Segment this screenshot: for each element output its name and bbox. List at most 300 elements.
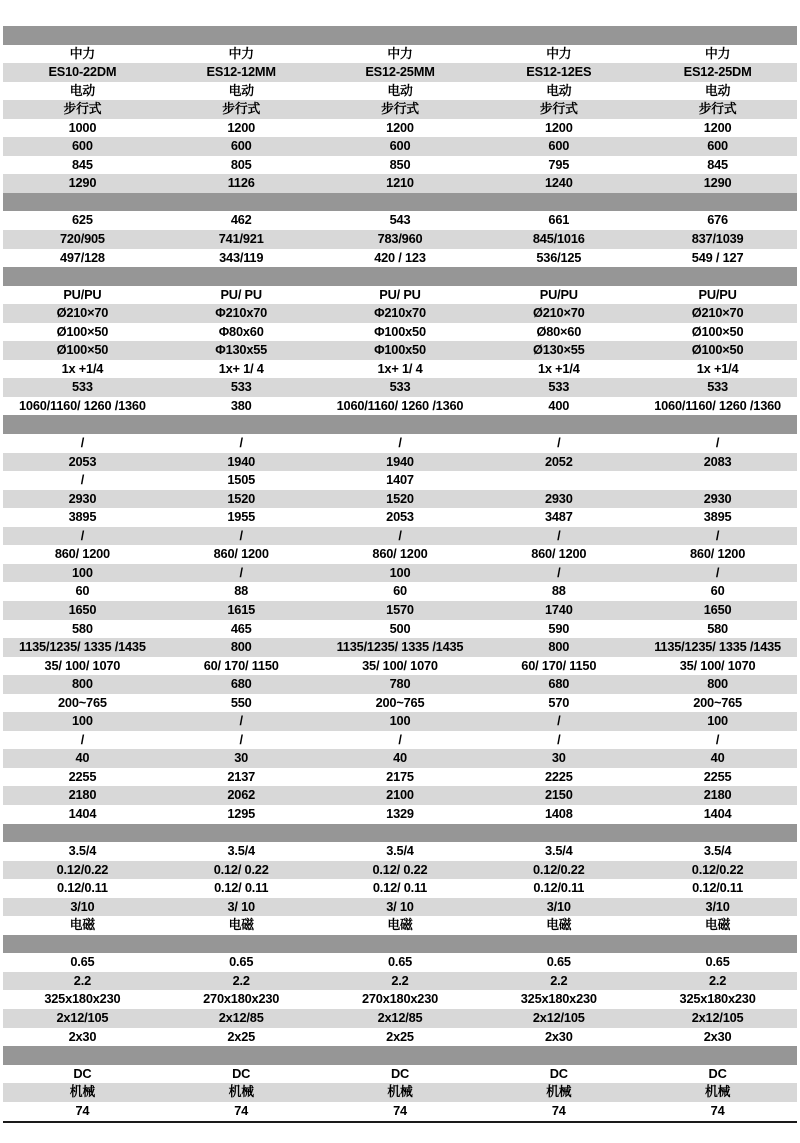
table-cell: 533 [389,379,411,395]
table-cell: / [398,435,402,451]
section-band [3,1046,797,1065]
table-cell: 680 [230,676,252,692]
table-cell: 机械 [69,1084,95,1100]
table-cell: 中力 [546,45,572,61]
table-cell: DC [390,1065,410,1081]
table-cell: 1126 [227,175,255,191]
table-cell: Ø210×70 [691,305,744,321]
table-cell: 74 [75,1102,90,1118]
table-row [3,953,797,972]
table-cell: 0.12/ 0.11 [214,880,269,896]
table-cell: 2x25 [227,1028,256,1044]
table-row [3,898,797,917]
table-cell: 2137 [227,768,256,784]
table-cell: 30 [551,750,566,766]
table-cell: 860/ 1200 [54,546,110,562]
table-cell: 40 [393,750,407,766]
table-cell: 780 [389,676,411,692]
table-cell: 中力 [387,45,413,61]
table-cell: 270x180x230 [361,991,439,1007]
table-cell: 60 [710,583,725,599]
table-cell: 0.12/0.11 [56,880,108,896]
table-cell: 2225 [544,768,573,784]
section-band [3,415,797,434]
table-cell: DC [232,1065,251,1081]
table-cell: 1407 [386,472,414,488]
table-cell: 3/10 [70,898,95,914]
table-row [3,620,797,639]
table-cell: 0.12/0.22 [56,861,109,877]
table-cell: 2x30 [703,1028,732,1044]
table-cell: DC [73,1065,92,1081]
table-cell: 机械 [387,1084,413,1100]
table-cell: 200~765 [58,694,107,710]
table-cell: 电动 [69,82,95,98]
table-row [3,638,797,657]
table-cell: DC [549,1065,568,1081]
table-cell: 1135/1235/ 1335 /1435 [19,639,146,655]
table-cell: 3.5/4 [703,843,732,859]
table-cell: 中力 [69,45,95,61]
table-cell: 100 [389,564,411,580]
table-cell: 533 [707,379,728,395]
table-row [3,861,797,880]
table-cell: 200~765 [693,694,742,710]
table-cell: / [80,472,85,488]
table-cell: 533 [548,379,570,395]
table-cell: / [557,435,561,451]
bottom-rule [3,1121,797,1123]
table-cell: 88 [551,583,566,599]
table-cell: 0.12/0.11 [692,880,744,896]
table-cell: 1200 [544,119,573,135]
table-row [3,749,797,768]
table-cell: 325x180x230 [679,991,756,1007]
table-row [3,1083,797,1102]
table-cell: 1650 [68,601,97,617]
table-cell: Ø100×50 [56,323,109,339]
table-cell: 2930 [68,490,97,506]
table-cell: 676 [707,212,728,228]
table-cell: / [557,564,561,580]
table-cell: Φ100x50 [374,323,426,339]
table-cell: / [557,713,561,729]
table-cell: 2180 [68,787,97,803]
table-cell: 电磁 [546,917,572,933]
table-cell: 795 [548,156,570,172]
table-cell: 30 [234,750,249,766]
table-cell: 中力 [228,45,254,61]
table-cell: 2150 [544,787,573,803]
table-cell: 机械 [228,1084,254,1100]
table-cell: 1x+ 1/ 4 [377,360,423,376]
section-band [3,193,797,212]
table-row [3,397,797,416]
table-cell: 1000 [68,119,97,135]
table-row [3,1028,797,1047]
table-cell: Ø210×70 [56,305,109,321]
table-cell: 2.2 [232,972,250,988]
table-cell: 720/905 [59,231,105,247]
table-row [3,100,797,119]
table-cell: 270x180x230 [203,991,280,1007]
table-row [3,156,797,175]
table-cell: 590 [548,620,570,636]
table-row [3,378,797,397]
table-row [3,341,797,360]
table-row [3,63,797,82]
table-cell: 3.5/4 [68,843,97,859]
table-cell: 60 [393,583,407,599]
table-row [3,323,797,342]
table-cell: PU/PU [698,286,737,302]
table-cell: 60/ 170/ 1150 [203,657,279,673]
table-cell: 电动 [228,82,254,98]
table-cell: 2930 [703,490,732,506]
table-cell: / [715,435,720,451]
table-cell: 步行式 [698,101,737,117]
table-cell: 1740 [544,601,573,617]
table-cell: 1404 [703,805,732,821]
table-row [3,527,797,546]
table-cell: 3.5/4 [227,843,255,859]
table-cell: 2x12/105 [56,1009,109,1025]
table-cell: 0.65 [705,954,730,970]
table-cell: 35/ 100/ 1070 [679,657,756,673]
table-cell: ES12-12ES [526,64,592,80]
table-cell: ES12-25DM [683,64,752,80]
table-cell: 100 [707,713,728,729]
table-row [3,1102,797,1121]
table-cell: 1520 [227,490,256,506]
table-cell: 1290 [68,175,97,191]
table-cell: PU/ PU [220,286,262,302]
table-cell: 2x12/85 [218,1009,264,1025]
table-cell: 2x12/105 [691,1009,744,1025]
table-cell: / [715,564,720,580]
table-cell: 2053 [386,509,414,525]
table-row [3,731,797,750]
table-cell: 837/1039 [691,231,744,247]
table-cell: 600 [707,138,728,154]
table-cell: 100 [72,564,93,580]
table-cell: Ø100×50 [691,342,744,358]
table-cell: 2.2 [391,972,409,988]
table-cell: 2255 [68,768,97,784]
section-band [3,26,797,45]
table-cell: 533 [72,379,93,395]
table-cell: / [239,527,243,543]
table-cell: 2180 [703,787,732,803]
table-cell: 0.12/0.11 [533,880,585,896]
table-row [3,249,797,268]
table-cell: 1200 [227,119,256,135]
table-cell: 2255 [703,768,732,784]
table-cell: 860/ 1200 [213,546,269,562]
table-row [3,471,797,490]
table-cell: / [557,731,561,747]
table-cell: 电动 [387,82,413,98]
table-cell: 600 [389,138,411,154]
table-cell: 100 [72,713,93,729]
table-cell: 0.65 [387,954,413,970]
table-cell: 543 [389,212,411,228]
table-cell: / [557,527,561,543]
table-row [3,657,797,676]
table-cell: 35/ 100/ 1070 [362,657,438,673]
table-cell: 800 [230,639,252,655]
table-cell: 533 [230,379,252,395]
table-cell: 1329 [386,805,414,821]
table-cell: Φ100x50 [374,342,426,358]
table-cell: 325x180x230 [520,991,597,1007]
table-cell: 1210 [386,175,414,191]
table-cell: 549 / 127 [691,249,744,265]
table-cell: 800 [707,676,728,692]
table-cell: 74 [551,1102,566,1118]
table-cell: 电磁 [387,917,413,933]
table-cell: 1200 [386,119,414,135]
table-cell: 3.5/4 [386,843,414,859]
table-cell: 步行式 [222,101,261,117]
table-cell: / [239,435,243,451]
table-row [3,119,797,138]
table-cell: 500 [389,620,411,636]
table-cell: 电磁 [69,917,95,933]
table-cell: 1955 [227,509,256,525]
table-cell: 1520 [386,490,414,506]
table-cell: / [239,731,243,747]
table-cell: 0.12/0.22 [691,861,744,877]
table-cell: 1615 [227,601,256,617]
table-cell: 1940 [227,453,256,469]
table-cell: 2x30 [68,1028,97,1044]
table-cell: 1060/1160/ 1260 /1360 [654,397,781,413]
table-cell: Φ210x70 [215,305,268,321]
table-cell: DC [708,1065,727,1081]
table-cell: 3895 [68,509,97,525]
section-band [3,935,797,954]
table-cell: 步行式 [539,101,578,117]
table-row [3,286,797,305]
table-cell: Ø100×50 [691,323,744,339]
table-row [3,786,797,805]
table-row [3,434,797,453]
table-cell: 2083 [703,453,732,469]
table-cell: 步行式 [381,101,419,117]
table-cell: 步行式 [63,101,102,117]
table-cell: 74 [234,1102,249,1118]
table-cell: 2930 [544,490,573,506]
table-cell: Ø100×50 [56,342,109,358]
table-cell: 0.65 [546,954,571,970]
table-cell: 661 [548,212,570,228]
table-row [3,545,797,564]
table-cell: / [398,731,402,747]
table-cell: 3/ 10 [386,898,414,914]
table-cell: 1135/1235/ 1335 /1435 [654,639,781,655]
table-cell: / [398,527,402,543]
table-cell: / [715,731,720,747]
table-cell: 3895 [703,509,732,525]
table-cell: 845 [72,156,93,172]
table-cell: 1505 [227,472,256,488]
table-cell: 0.65 [229,954,254,970]
table-cell: 325x180x230 [44,991,121,1007]
table-cell: 550 [230,694,252,710]
table-row [3,1009,797,1028]
table-cell: / [239,564,243,580]
table-row [3,304,797,323]
table-cell: 0.12/ 0.11 [372,880,428,896]
table-row [3,712,797,731]
table-cell: Ø80×60 [536,323,582,339]
table-cell: 2x30 [544,1028,573,1044]
table-row [3,879,797,898]
table-cell: 2062 [227,787,256,803]
table-cell: 1295 [227,805,256,821]
table-cell: / [715,527,720,543]
table-row [3,972,797,991]
table-cell: 1060/1160/ 1260 /1360 [19,397,146,413]
table-cell: 845/1016 [532,231,585,247]
table-cell: 1x +1/4 [537,360,580,376]
table-cell: 343/119 [219,249,264,265]
table-cell: 420 / 123 [374,249,426,265]
table-cell: 100 [389,713,411,729]
table-cell: 3/ 10 [227,898,255,914]
table-row [3,82,797,101]
spec-table [3,26,797,1120]
table-row [3,582,797,601]
table-cell: 40 [710,750,725,766]
table-cell: 2x12/85 [377,1009,423,1025]
table-cell: 35/ 100/ 1070 [44,657,121,673]
table-cell: 3.5/4 [545,843,573,859]
table-cell: 1200 [703,119,732,135]
table-cell: 462 [230,212,252,228]
table-cell: 74 [710,1102,725,1118]
table-cell: 497/128 [59,249,105,265]
table-row [3,453,797,472]
table-cell: 1404 [68,805,97,821]
table-row [3,137,797,156]
table-cell: 600 [230,138,252,154]
table-cell: 1290 [703,175,732,191]
table-cell: 2100 [386,787,414,803]
table-cell: 2x12/105 [532,1009,585,1025]
table-cell: 0.65 [70,954,95,970]
table-cell: 3/10 [546,898,571,914]
table-cell: PU/PU [539,286,578,302]
table-cell: 1x +1/4 [696,360,739,376]
table-cell: PU/PU [63,286,102,302]
table-row [3,360,797,379]
table-cell: 805 [230,156,252,172]
table-cell: 88 [234,583,249,599]
table-cell: 2.2 [550,972,568,988]
table-cell: 860/ 1200 [531,546,587,562]
table-cell: Ø210×70 [532,305,585,321]
table-cell: Φ130x55 [215,342,268,358]
table-cell: 电磁 [704,917,731,933]
table-row [3,805,797,824]
table-cell: 机械 [546,1084,572,1100]
table-cell: 1240 [544,175,573,191]
table-cell: 1570 [386,601,414,617]
table-cell: 2x25 [386,1028,414,1044]
table-cell: 536/125 [536,249,582,265]
table-cell: 850 [389,156,411,172]
table-cell: 800 [72,676,93,692]
table-cell: 580 [707,620,728,636]
table-cell: 中力 [704,45,731,61]
table-cell: 845 [707,156,728,172]
table-cell: 2052 [544,453,573,469]
table-cell: 1135/1235/ 1335 /1435 [336,639,464,655]
table-row [3,1065,797,1084]
table-cell: / [239,713,243,729]
table-row [3,490,797,509]
table-cell: 860/ 1200 [372,546,428,562]
table-cell: Φ210x70 [374,305,426,321]
table-cell: 电磁 [228,917,254,933]
table-row [3,564,797,583]
table-cell: 600 [548,138,570,154]
table-row [3,601,797,620]
table-cell: / [80,527,85,543]
table-cell: 625 [72,212,93,228]
table-row [3,916,797,935]
table-cell: 600 [72,138,93,154]
table-cell: 570 [548,694,570,710]
table-cell: 580 [72,620,93,636]
table-cell: 783/960 [377,231,423,247]
section-band [3,267,797,286]
section-band [3,824,797,843]
table-cell: Φ80x60 [218,323,264,339]
table-cell: 465 [230,620,252,636]
table-cell: 3487 [544,509,573,525]
table-cell: 0.12/ 0.22 [213,861,269,877]
table-cell: / [80,435,85,451]
table-cell: 电动 [704,82,731,98]
table-cell: 电动 [546,82,572,98]
table-cell: 60/ 170/ 1150 [521,657,597,673]
table-cell: 1060/1160/ 1260 /1360 [336,397,464,413]
table-cell: 2053 [68,453,97,469]
table-row [3,990,797,1009]
table-cell: 680 [548,676,570,692]
table-cell: 1x+ 1/ 4 [218,360,264,376]
table-cell: 2.2 [73,972,91,988]
table-cell: 3/10 [705,898,730,914]
table-row [3,230,797,249]
table-cell: 0.12/0.22 [533,861,585,877]
table-cell: / [80,731,85,747]
table-cell: 800 [548,639,570,655]
table-cell: 1650 [703,601,732,617]
table-row [3,768,797,787]
table-row [3,45,797,64]
table-cell: PU/ PU [379,286,421,302]
table-cell: 2.2 [708,972,727,988]
table-cell: 74 [393,1102,407,1118]
table-cell: ES12-25MM [365,64,435,80]
table-cell: 400 [548,397,570,413]
table-row [3,675,797,694]
table-row [3,842,797,861]
